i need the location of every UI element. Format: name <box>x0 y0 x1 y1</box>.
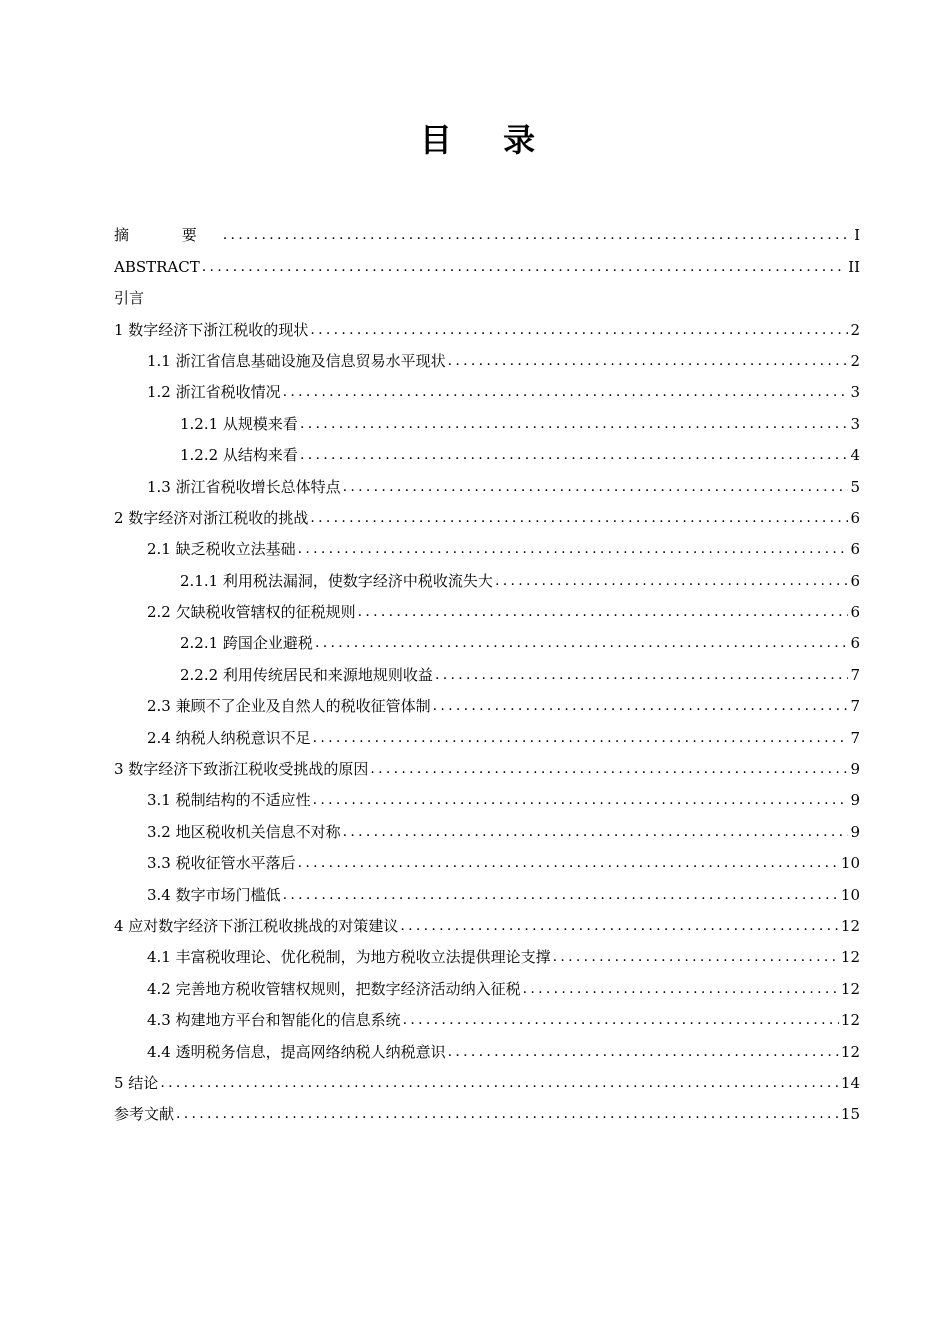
toc-entry-label: 4.4 透明税务信息，提高网络纳税人纳税意识 <box>147 1042 446 1061</box>
toc-entry-1-1[interactable] <box>114 340 860 371</box>
toc-entry-1-2[interactable] <box>114 371 860 402</box>
toc-entry-introduction[interactable] <box>114 277 860 308</box>
toc-entry-2-4[interactable] <box>114 716 860 747</box>
toc-entry-page: 5 <box>850 477 860 496</box>
toc-entry-label: 摘 要 <box>114 226 221 245</box>
toc-entry-page: 6 <box>850 540 860 559</box>
toc-dot-leader <box>223 225 852 245</box>
toc-entry-page: 12 <box>840 979 860 998</box>
toc-entry-1-2-2[interactable] <box>114 434 860 465</box>
toc-entry-label: 3.4 数字市场门槛低 <box>147 885 281 904</box>
toc-entry-page: 6 <box>850 603 860 622</box>
toc-entry-page: 3 <box>850 414 860 433</box>
toc-entry-page: 7 <box>850 728 860 747</box>
toc-entry-page: 2 <box>850 351 860 370</box>
toc-entry-label: 1.3 浙江省税收增长总体特点 <box>147 477 341 496</box>
toc-entry-abstract-cn[interactable] <box>114 214 860 245</box>
toc-entry-page: 9 <box>850 791 860 810</box>
toc-dot-leader <box>313 728 849 748</box>
toc-entry-label: 2 数字经济对浙江税收的挑战 <box>114 508 309 527</box>
toc-entry-3-1[interactable] <box>114 779 860 810</box>
toc-entry-page: 12 <box>840 1042 860 1061</box>
toc-entry-label: 4.3 构建地方平台和智能化的信息系统 <box>147 1011 401 1030</box>
toc-entry-page: 10 <box>840 885 860 904</box>
toc-dot-leader <box>315 633 849 653</box>
toc-dot-leader <box>523 979 839 999</box>
toc-entry-label: 2.4 纳税人纳税意识不足 <box>147 728 311 747</box>
toc-entry-label: 2.2.2 利用传统居民和来源地规则收益 <box>180 665 433 684</box>
toc-entry-page: 14 <box>840 1073 860 1092</box>
toc-entry-label: 1 数字经济下浙江税收的现状 <box>114 320 309 339</box>
toc-dot-leader <box>298 853 839 873</box>
toc-entry-references[interactable] <box>114 1093 860 1124</box>
toc-entry-page: 15 <box>840 1105 860 1124</box>
toc-entry-page: 7 <box>850 665 860 684</box>
toc-entry-page: 12 <box>840 948 860 967</box>
toc-dot-leader <box>343 822 849 842</box>
toc-dot-leader <box>343 477 849 497</box>
toc-entry-label: 3.3 税收征管水平落后 <box>147 854 296 873</box>
toc-dot-leader <box>448 1042 839 1062</box>
toc-dot-leader <box>310 320 848 340</box>
toc-entry-page: 6 <box>850 571 860 590</box>
toc-dot-leader <box>176 1104 839 1124</box>
toc-entry-3-2[interactable] <box>114 810 860 841</box>
toc-dot-leader <box>448 351 849 371</box>
toc-entry-label: 引言 <box>114 289 145 308</box>
toc-entry-label: 2.2 欠缺税收管辖权的征税规则 <box>147 603 356 622</box>
toc-entry-chapter-2[interactable] <box>114 497 860 528</box>
toc-entry-chapter-3[interactable] <box>114 748 860 779</box>
toc-entry-page: II <box>848 257 860 276</box>
toc-dot-leader <box>358 602 849 622</box>
toc-dot-leader <box>283 885 839 905</box>
toc-entry-3-4[interactable] <box>114 873 860 904</box>
toc-entry-label: 1.2.1 从规模来看 <box>180 414 298 433</box>
toc-entry-page: 4 <box>850 446 860 465</box>
toc-dot-leader <box>202 257 846 277</box>
toc-dot-leader <box>370 759 848 779</box>
toc-entry-2-2-1[interactable] <box>114 622 860 653</box>
toc-dot-leader <box>495 571 849 591</box>
toc-entry-label: 3.1 税制结构的不适应性 <box>147 791 311 810</box>
toc-entry-page: 6 <box>850 508 860 527</box>
toc-dot-leader <box>435 665 849 685</box>
toc-entry-chapter-1[interactable] <box>114 308 860 339</box>
toc-entry-page: 3 <box>850 383 860 402</box>
toc-dot-leader <box>300 445 849 465</box>
toc-entry-label: 4 应对数字经济下浙江税收挑战的对策建议 <box>114 916 399 935</box>
toc-dot-leader <box>313 790 849 810</box>
toc-entry-label: 4.2 完善地方税收管辖权规则，把数字经济活动纳入征税 <box>147 979 521 998</box>
toc-entry-label: 1.2 浙江省税收情况 <box>147 383 281 402</box>
toc-entry-label: 2.3 兼顾不了企业及自然人的税收征管体制 <box>147 697 431 716</box>
toc-entry-label: 1.2.2 从结构来看 <box>180 446 298 465</box>
toc-entry-page: 7 <box>850 697 860 716</box>
toc-entry-4-3[interactable] <box>114 999 860 1030</box>
toc-entry-label: 2.2.1 跨国企业避税 <box>180 634 313 653</box>
toc-entry-label: 2.1.1 利用税法漏洞，使数字经济中税收流失大 <box>180 571 493 590</box>
toc-entry-1-2-1[interactable] <box>114 402 860 433</box>
toc-entry-abstract-en[interactable] <box>114 245 860 276</box>
toc-entry-1-3[interactable] <box>114 465 860 496</box>
toc-entry-chapter-4[interactable] <box>114 905 860 936</box>
toc-entry-page: 12 <box>840 1011 860 1030</box>
toc-entry-page: 9 <box>850 760 860 779</box>
toc-entry-4-2[interactable] <box>114 967 860 998</box>
page-title: 目 录 <box>419 121 556 159</box>
toc-entry-chapter-5[interactable] <box>114 1062 860 1093</box>
toc-entry-label: 2.1 缺乏税收立法基础 <box>147 540 296 559</box>
toc-entry-page: 6 <box>850 634 860 653</box>
toc-dot-leader <box>400 916 839 936</box>
toc-dot-leader <box>298 539 849 559</box>
toc-entry-page: 9 <box>850 822 860 841</box>
toc-entry-page: 10 <box>840 854 860 873</box>
toc-entry-3-3[interactable] <box>114 842 860 873</box>
toc-entry-2-3[interactable] <box>114 685 860 716</box>
toc-entry-label: 3.2 地区税收机关信息不对称 <box>147 822 341 841</box>
toc-entry-page: I <box>854 226 860 245</box>
toc-list <box>114 214 860 1124</box>
toc-dot-leader <box>160 1073 839 1093</box>
toc-entry-4-4[interactable] <box>114 1030 860 1061</box>
toc-entry-2-2-2[interactable] <box>114 653 860 684</box>
toc-dot-leader <box>433 696 849 716</box>
toc-dot-leader <box>283 382 849 402</box>
toc-dot-leader <box>553 947 839 967</box>
toc-entry-page: 2 <box>850 320 860 339</box>
toc-entry-2-2[interactable] <box>114 591 860 622</box>
toc-entry-label: 3 数字经济下致浙江税收受挑战的原因 <box>114 760 369 779</box>
toc-entry-label: 1.1 浙江省信息基础设施及信息贸易水平现状 <box>147 351 446 370</box>
toc-entry-page: 12 <box>840 916 860 935</box>
toc-dot-leader <box>310 508 848 528</box>
toc-entry-2-1[interactable] <box>114 528 860 559</box>
toc-entry-label: 参考文献 <box>114 1105 175 1124</box>
toc-dot-leader <box>300 414 849 434</box>
toc-entry-label: 4.1 丰富税收理论、优化税制，为地方税收立法提供理论支撑 <box>147 948 551 967</box>
toc-entry-2-1-1[interactable] <box>114 559 860 590</box>
toc-entry-4-1[interactable] <box>114 936 860 967</box>
toc-dot-leader <box>403 1010 839 1030</box>
toc-entry-label: ABSTRACT <box>114 257 200 276</box>
toc-entry-label: 5 结论 <box>114 1073 159 1092</box>
